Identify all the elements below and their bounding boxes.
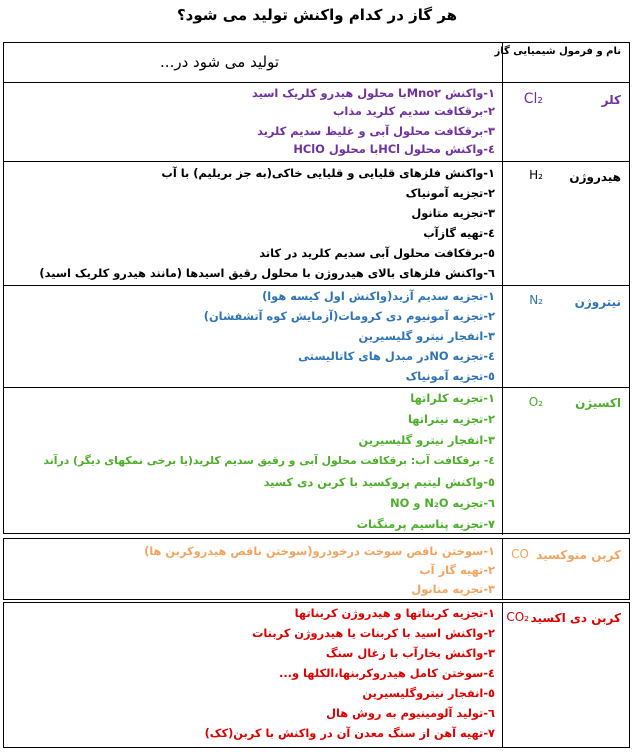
gas-row-carbon-monoxide [3, 538, 630, 600]
reaction-line: ۳-واکنش بخارآب با زغال سنگ [325, 646, 495, 660]
page-title: هر گاز در کدام واکنش تولید می شود؟ [176, 6, 458, 24]
gas-row-carbon-dioxide [3, 602, 630, 748]
reaction-line: ٦-تجزیه N₂O و NO [390, 496, 495, 510]
reaction-line: ٧-تجزیه پتاسیم پرمنگنات [356, 517, 495, 531]
reaction-line: ٦-واکنش فلزهای بالای هیدروژن با محلول رقیق اسیدها (مانند هیدرو کلریک اسید) [39, 266, 495, 280]
gas-formula: Cl₂ [523, 91, 543, 107]
reaction-line: ٤-واکنش محلول HClبا محلول HClO [293, 142, 495, 156]
gas-name: اکسیژن [575, 396, 621, 410]
reaction-line: ۳-تجزیه متانول [411, 582, 495, 596]
gas-row-nitrogen [4, 286, 629, 388]
reaction-line: ٥-برقکافت محلول آبی سدیم کلرید در کاتد [259, 246, 495, 260]
reaction-line: ۱-تجزیه کربناتها و هیدروژن کربناتها [294, 606, 495, 620]
reaction-line: ۲-تجزیه آمونیوم دی کرومات(آزمایش کوه آتشفشان) [203, 309, 495, 323]
reaction-line: ۲-واکنش اسید با کربنات یا هیدروژن کربنات [251, 626, 495, 640]
reaction-line: ۳-برقکافت محلول آبی و غلیظ سدیم کلرید [257, 124, 495, 138]
gas-column-header: نام و فرمول شیمیایی گاز [494, 46, 621, 57]
reaction-line: ٤- برقکافت آب: برقکافت محلول آبی و رقیق سدیم کلرید(یا برخی نمکهای دیگر) درآند [43, 454, 495, 467]
reaction-line: ۱-سوختن ناقص سوخت درخودرو(سوختن ناقص هیدروکربن ها) [144, 544, 495, 558]
reaction-line: ٤-تجزیه NOدر مبدل های کاتالیستی [298, 349, 495, 363]
gas-formula: H₂ [529, 168, 543, 182]
reaction-line: ۳-انفجار نیترو گلیسیرین [358, 433, 495, 447]
reaction-line: ٧-تهیه آهن از سنگ معدن آن در واکنش با کربن(کک) [204, 726, 495, 740]
reaction-line: ۲-تجزیه آمونیاک [405, 186, 495, 200]
gas-name: کربن دی اکسید [530, 611, 621, 625]
reaction-line: ۳-تجزیه متانول [411, 206, 495, 220]
reaction-line: ٥-انفجار نیتروگلیسیرین [362, 686, 495, 700]
gas-formula: CO [511, 547, 529, 561]
reaction-line: ٤-سوختن کامل هیدروکربنها،الکلها و... [279, 666, 495, 680]
reaction-line: ۱-واکنش Mno۲با محلول هیدرو کلریک اسید [251, 86, 495, 100]
gas-formula: O₂ [528, 395, 543, 409]
table-header [4, 43, 629, 83]
reaction-line: ۲-تجزیه نیتراتها [407, 412, 495, 426]
gas-name: کلر [601, 93, 621, 107]
reaction-line: ۳-انفجار نیترو گلیسیرین [358, 329, 495, 343]
gas-name: هیدروژن [569, 170, 621, 184]
reaction-line: ۱-تجزیه کلراتها [410, 391, 495, 405]
reaction-line: ٦-تولید آلومینیوم به روش هال [326, 706, 495, 720]
gas-row-hydrogen [4, 162, 629, 286]
gas-name: نیتروژن [574, 295, 621, 309]
reaction-line: ۲-برقکافت سدیم کلرید مذاب [332, 104, 495, 118]
gas-row-oxygen [4, 388, 629, 535]
gas-formula: N₂ [529, 293, 543, 307]
reaction-line: ۱-واکنش فلزهای قلیایی و قلیایی خاکی(به جز بریلیم) با آب [161, 166, 495, 180]
reaction-line: ٥-واکنش لیتیم پروکسید با کربن دی کسید [263, 475, 495, 489]
reaction-line: ۱-تجزیه سدیم آزید(واکنش اول کیسه هوا) [262, 289, 495, 303]
gas-row-chlorine [4, 83, 629, 162]
gas-name: کربن منوکسید [536, 548, 621, 562]
produced-column-header: تولید می شود در... [160, 53, 279, 71]
gas-formula: CO₂ [506, 610, 529, 624]
reaction-line: ۲-تهیه گاز آب [419, 563, 495, 577]
reaction-line: ٥-تجزیه آمونیاک [405, 369, 495, 383]
gas-table [3, 42, 630, 534]
reaction-line: ٤-تهیه گازآب [423, 226, 495, 240]
